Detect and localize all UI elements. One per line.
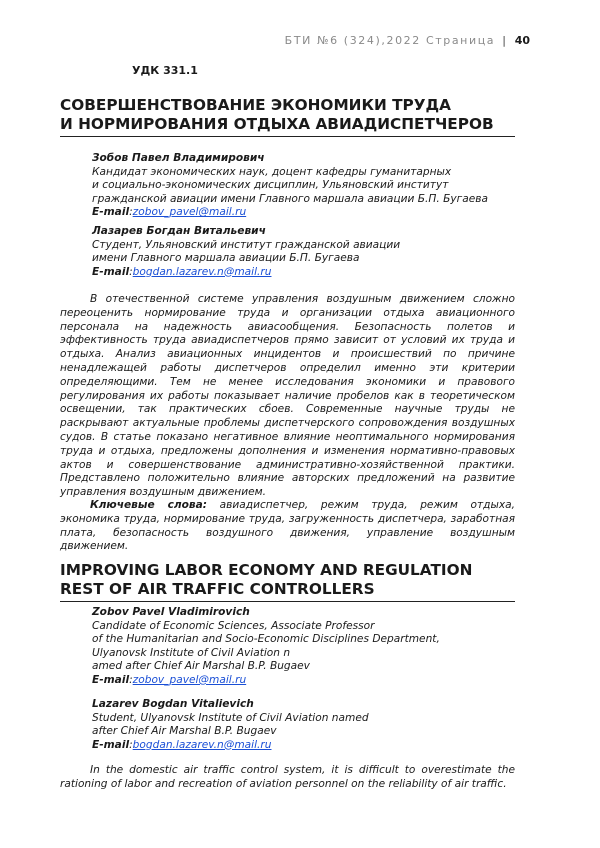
en-author-1	[92, 606, 522, 688]
email-link[interactable]: bogdan.lazarev.n@mail.ru	[132, 738, 272, 751]
author-affiliation-line: имени Главного маршала авиации Б.П. Бугаева	[92, 252, 360, 265]
author-email-row	[92, 206, 522, 220]
email-link[interactable]: bogdan.lazarev.n@mail.ru	[132, 265, 272, 278]
author-email-row	[92, 674, 522, 688]
email-separator: :	[129, 265, 133, 278]
en-author-2	[92, 698, 522, 752]
author-affiliation-line: Кандидат экономических наук, доцент кафедры гуманитарных	[92, 165, 452, 178]
author-email-row	[92, 266, 522, 280]
udk-code: УДК 331.1	[132, 64, 198, 77]
ru-title	[60, 96, 515, 137]
author-affiliation-line: Candidate of Economic Sciences, Associate Professor	[92, 619, 375, 632]
en-title	[60, 561, 515, 602]
author-affiliation-line: Студент, Ульяновский институт гражданской авиации	[92, 238, 401, 251]
ru-title-line-2: И НОРМИРОВАНИЯ ОТДЫХА АВИАДИСПЕТЧЕРОВ	[60, 115, 494, 133]
ru-author-1	[92, 152, 522, 220]
journal-info: БТИ №6 (324),2022 Страница	[284, 34, 496, 47]
author-affiliation-line: Ulyanovsk Institute of Civil Aviation n	[92, 646, 291, 659]
ru-title-line-1: СОВЕРШЕНСТВОВАНИЕ ЭКОНОМИКИ ТРУДА	[60, 96, 451, 114]
email-link[interactable]: zobov_pavel@mail.ru	[132, 206, 247, 219]
author-name: Zobov Pavel Vladimirovich	[92, 606, 250, 618]
author-affiliation-line: after Chief Air Marshal B.P. Bugaev	[92, 725, 277, 738]
author-affiliation-line: гражданской авиации имени Главного маршала авиации Б.П. Бугаева	[92, 192, 488, 205]
author-email-row	[92, 739, 522, 753]
email-link[interactable]: zobov_pavel@mail.ru	[132, 673, 247, 686]
en-title-line-1: IMPROVING LABOR ECONOMY AND REGULATION	[60, 561, 473, 579]
email-label: E-mail	[92, 206, 130, 219]
author-name: Зобов Павел Владимирович	[92, 152, 265, 164]
author-affiliation-line: of the Humanitarian and Socio-Economic Disciplines Department,	[92, 633, 440, 646]
keywords-text: авиадиспетчер, режим труда, режим отдыха, экономика труда, нормирование труда, загруженность диспетчера, заработная плата, безопасность воздушного движения, управление воздушным движением.	[60, 499, 515, 553]
page-number: 40	[514, 34, 530, 47]
ru-author-2	[92, 225, 522, 279]
email-label: E-mail	[92, 673, 130, 686]
author-affiliation-line: Student, Ulyanovsk Institute of Civil Aviation named	[92, 711, 369, 724]
email-label: E-mail	[92, 738, 130, 751]
author-affiliation-line: и социально-экономических дисциплин, Ульяновский институт	[92, 179, 449, 192]
ru-keywords	[60, 499, 515, 554]
en-abstract: In the domestic air traffic control system, it is difficult to overestimate the rationing of labor and recreation of aviation personnel on the reliability of air traffic.	[60, 764, 515, 790]
header-separator: |	[502, 34, 508, 47]
author-name: Лазарев Богдан Витальевич	[92, 225, 266, 237]
author-name: Lazarev Bogdan Vitalievich	[92, 698, 254, 710]
email-separator: :	[129, 738, 133, 751]
page-header	[285, 34, 530, 47]
ru-abstract: В отечественной системе управления воздушным движением сложно переоценить нормирование труда и организации отдыха авиационного персонала на надежность авиасообщения. Безопасность полетов и эффективность труда авиадиспетчеров прямо зависит от условий их труда и отдыха. Анализ авиационных инцидентов и происшествий по причине ненадлежащей работы диспетчеров определил именно эти критерии определяющими. Тем не менее исследования экономики и правового регулирования их работы показывает наличие пробелов как в теоретическом освещении, так практических сбоев. Современные научные труды не раскрывают актуальные проблемы диспетчерского сопровождения воздушных судов. В статье показано негативное влияние неоптимального нормирования труда и отдыха, предложены дополнения и изменения нормативно-правовых актов и совершенствование административно-хозяйственной практики. Представлено положительно влияние авторских предложений на развитие управления воздушным движением.	[60, 293, 515, 499]
en-title-line-2: REST OF AIR TRAFFIC CONTROLLERS	[60, 580, 375, 598]
email-separator: :	[129, 673, 133, 686]
email-separator: :	[129, 206, 133, 219]
email-label: E-mail	[92, 265, 130, 278]
keywords-label: Ключевые слова:	[90, 499, 208, 511]
author-affiliation-line: amed after Chief Air Marshal B.P. Bugaev	[92, 660, 310, 673]
